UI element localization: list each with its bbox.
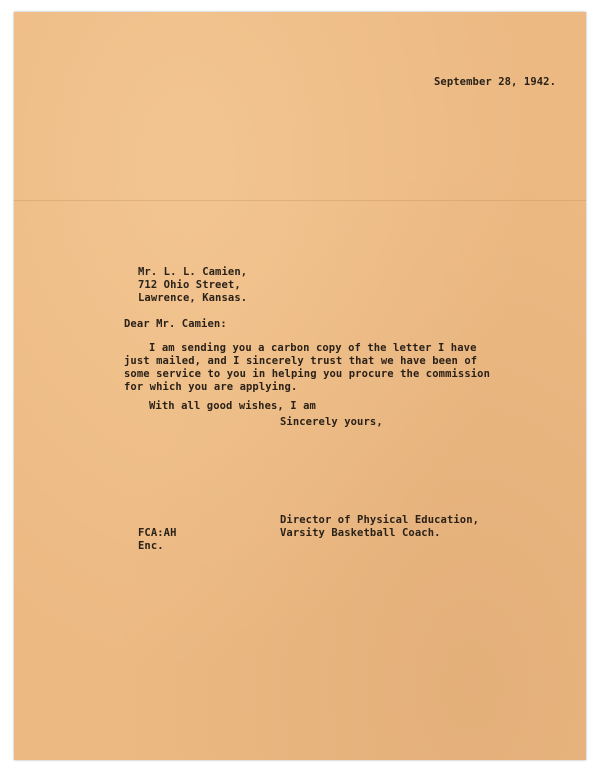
body-line-4: for which you are applying. <box>124 381 298 393</box>
recipient-street: 712 Ohio Street, <box>138 279 241 291</box>
signature-title-2: Varsity Basketball Coach. <box>280 527 441 539</box>
enclosure-note: Enc. <box>138 540 164 552</box>
paper-fold <box>14 200 586 201</box>
recipient-name: Mr. L. L. Camien, <box>138 266 248 278</box>
complimentary-close: Sincerely yours, <box>280 416 383 428</box>
body-line-3: some service to you in helping you procure the commission <box>124 368 491 380</box>
signature-title-1: Director of Physical Education, <box>280 514 480 526</box>
body-line-1: I am sending you a carbon copy of the letter I have <box>149 342 477 354</box>
typist-initials: FCA:AH <box>138 527 177 539</box>
letter-date: September 28, 1942. <box>434 76 557 88</box>
recipient-city: Lawrence, Kansas. <box>138 292 248 304</box>
letter-page <box>14 12 586 760</box>
salutation: Dear Mr. Camien: <box>124 318 227 330</box>
body-line-2: just mailed, and I sincerely trust that we have been of <box>124 355 478 367</box>
closing-line: With all good wishes, I am <box>149 400 316 412</box>
